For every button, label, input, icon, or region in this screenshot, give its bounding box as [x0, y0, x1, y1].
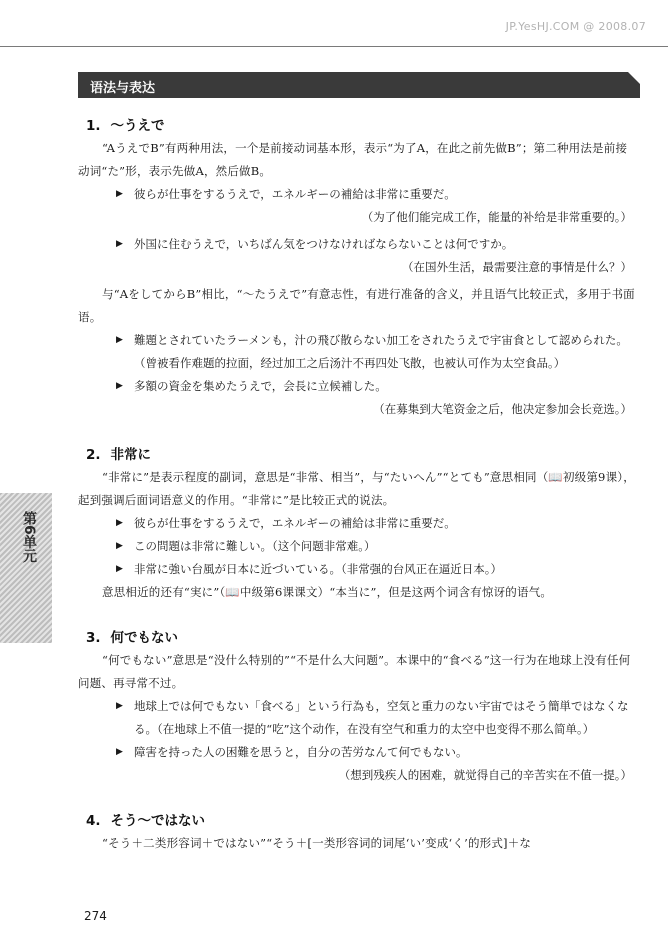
grammar-section-3 [78, 626, 638, 787]
section-title: 非常に [110, 447, 152, 463]
example-jp: 地球上では何でもない「食べる」という行為も，空気と重力のない宇宙ではそう簡単ではなくなる。（在地球上不值一提的“吃”这个动作，在没有空气和重力的太空中也变得不那么简单。） [134, 699, 629, 736]
section-heading [86, 443, 638, 463]
bullet-triangle-icon: ▶ [116, 747, 123, 757]
section-heading [86, 114, 638, 134]
example-translation: （在国外生活，最需要注意的事情是什么？） [402, 260, 632, 274]
example-jp: 外国に住むうえで，いちばん気をつけなければならないことは何ですか。 [134, 237, 514, 251]
example-item [116, 695, 638, 741]
bullet-triangle-icon: ▶ [116, 381, 123, 391]
example-item [116, 329, 638, 375]
section-number: 2. [86, 447, 101, 463]
section-number: 1. [86, 118, 101, 134]
unit-tab-label: 第6单元 [21, 511, 37, 563]
section-note: 意思相近的还有“実に”（📖中级第6课课文）“本当に”，但是这两个词含有惊讶的语气。 [102, 585, 553, 599]
watermark-text: JP.YesHJ.COM @ 2008.07 [505, 20, 646, 33]
banner-title: 语法与表达 [90, 81, 156, 96]
bullet-triangle-icon: ▶ [116, 189, 123, 199]
grammar-section-1 [78, 114, 638, 421]
example-translation: （在募集到大笔资金之后，他决定参加会长竞选。） [373, 402, 632, 416]
example-jp: この問題は非常に難しい。（这个问题非常难。） [134, 539, 376, 553]
header-rule [0, 46, 668, 47]
bullet-triangle-icon: ▶ [116, 518, 123, 528]
page-content [78, 110, 638, 877]
section-title: 何でもない [110, 630, 179, 646]
page-number: 274 [84, 909, 107, 923]
section-intro: “非常に”是表示程度的副词，意思是“非常、相当”，与“たいへん”“とても”意思相同（📖初级第9课），起到强调后面词语意义的作用。“非常に”是比较正式的说法。 [78, 470, 635, 507]
example-item [116, 375, 638, 398]
example-jp: 彼らが仕事をするうえで，エネルギーの補給は非常に重要だ。 [134, 516, 456, 530]
example-jp: 障害を持った人の困難を思うと，自分の苦労なんて何でもない。 [134, 745, 468, 759]
bullet-triangle-icon: ▶ [116, 335, 123, 345]
section-note: 与“AをしてからB”相比，“～たうえで”有意志性，有进行准备的含义，并且语气比较正式，多用于书面语。 [78, 287, 635, 324]
example-translation: （想到残疾人的困难，就觉得自己的辛苦实在不值一提。） [338, 768, 632, 782]
grammar-section-2 [78, 443, 638, 604]
example-item [116, 233, 638, 256]
example-item [116, 512, 638, 535]
unit-side-tab [0, 493, 52, 643]
section-intro: “そう＋二类形容词＋ではない”“そう＋[一类形容词的词尾‘い’变成‘く’的形式]＋な [102, 836, 532, 850]
section-heading [86, 626, 638, 646]
section-number: 3. [86, 630, 101, 646]
example-jp: 彼らが仕事をするうえで，エネルギーの補給は非常に重要だ。 [134, 187, 456, 201]
example-jp: 多額の資金を集めたうえで，会長に立候補した。 [134, 379, 387, 393]
banner-corner-decoration [628, 72, 640, 84]
example-item [116, 535, 638, 558]
example-jp: 非常に強い台風が日本に近づいている。（非常强的台风正在逼近日本。） [134, 562, 502, 576]
section-heading [86, 809, 638, 829]
bullet-triangle-icon: ▶ [116, 239, 123, 249]
section-intro: “AうえでB”有两种用法，一个是前接动词基本形，表示“为了A，在此之前先做B”；第二种用法是前接动词“た”形，表示先做A，然后做B。 [78, 141, 628, 178]
grammar-section-4 [78, 809, 638, 855]
example-item [116, 558, 638, 581]
bullet-triangle-icon: ▶ [116, 701, 123, 711]
section-title: そう～ではない [110, 813, 206, 829]
section-number: 4. [86, 813, 101, 829]
section-banner [78, 72, 640, 98]
example-item [116, 183, 638, 206]
bullet-triangle-icon: ▶ [116, 564, 123, 574]
section-title: ～うえで [110, 118, 165, 134]
example-item [116, 741, 638, 764]
bullet-triangle-icon: ▶ [116, 541, 123, 551]
example-jp: 難題とされていたラーメンも，汁の飛び散らない加工をされたうえで宇宙食として認められた。（曾被看作难题的拉面，经过加工之后汤汁不再四处飞散，也被认可作为太空食品。） [134, 333, 628, 370]
example-translation: （为了他们能完成工作，能量的补给是非常重要的。） [361, 210, 632, 224]
section-intro: “何でもない”意思是“没什么特别的”“不是什么大问题”。本课中的“食べる”这一行为在地球上没有任何问题、再寻常不过。 [78, 653, 631, 690]
